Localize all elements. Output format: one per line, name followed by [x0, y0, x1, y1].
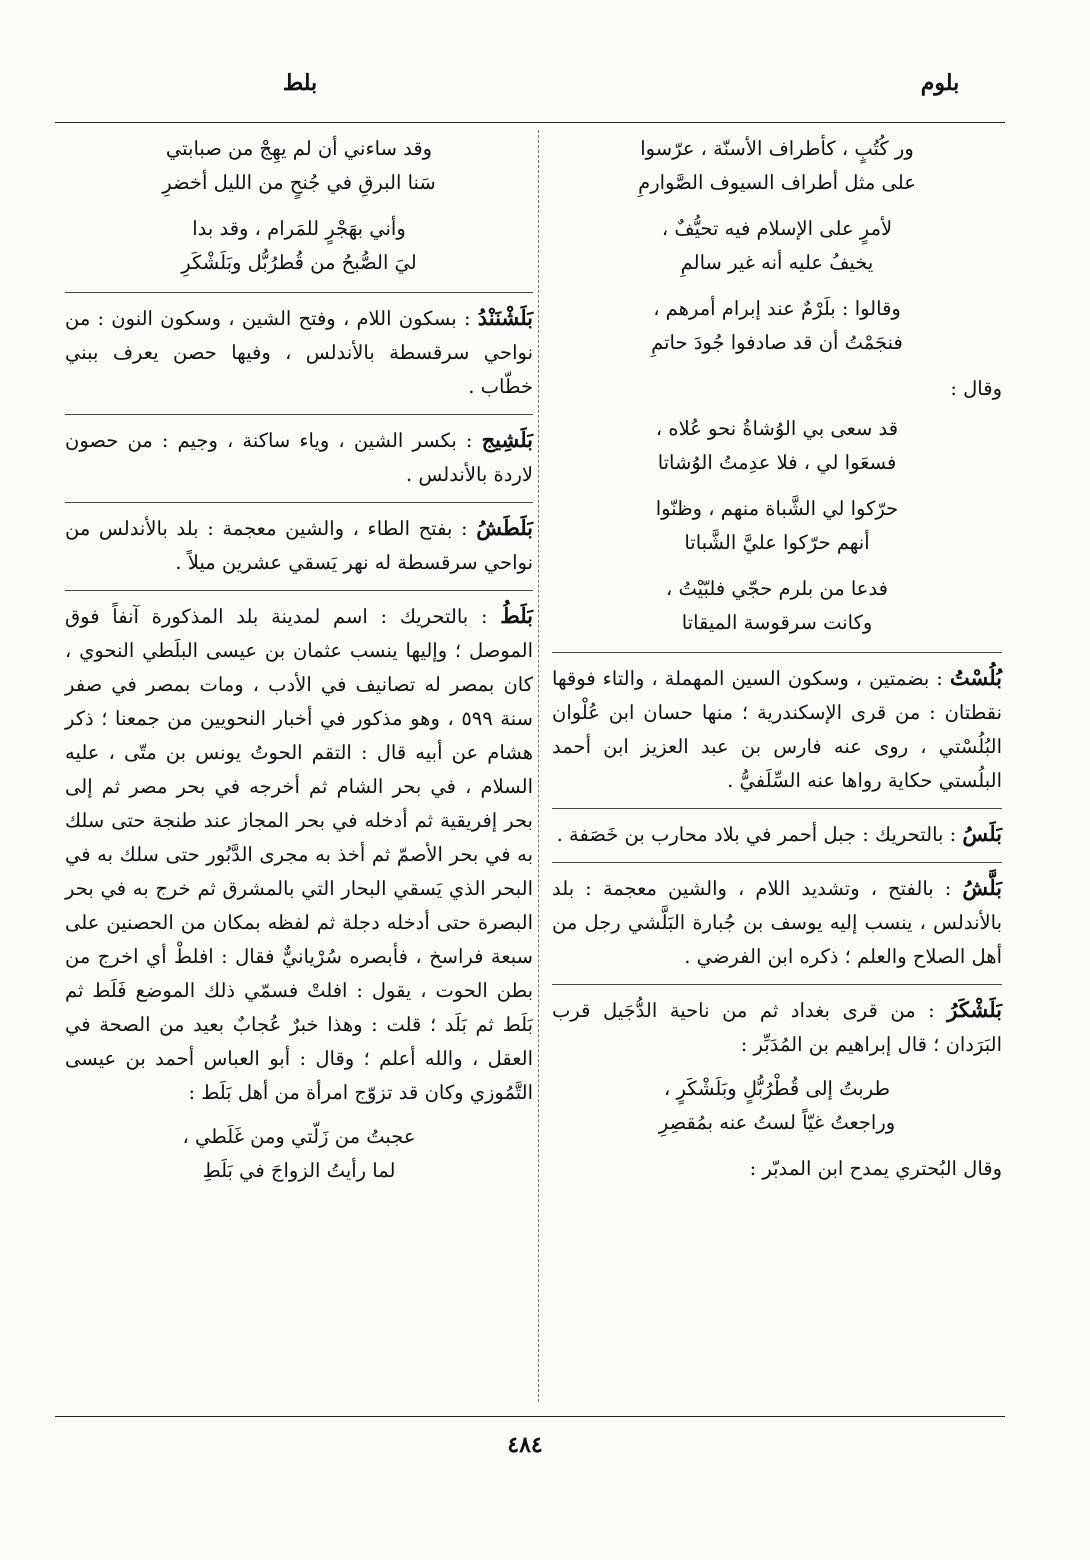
verse: [552, 292, 1002, 360]
dictionary-entry: [552, 993, 1002, 1062]
verse-line: يخيفُ عليه أنه غير سالمِ: [680, 251, 874, 274]
entry-headword: بُلُسْتُ: [949, 665, 1002, 690]
entry-text: : من قرى بغداد ثم من ناحية الدُّجَيل قرب البَرَدان ؛ قال إبراهيم بن المُدَبِّر :: [552, 999, 1002, 1056]
entry-text: : بفتح الطاء ، والشين معجمة : بلد بالأندلس من نواحي سرقسطة له نهر يَسقي عشرين ميلاً .: [65, 517, 533, 574]
verse-line: ور كُتُبٍ ، كأطراف الأسنّة ، عرّسوا: [640, 137, 914, 160]
intro-line: وقال البُحتري يمدح ابن المدبّر :: [749, 1157, 1002, 1180]
verse-line: وكانت سرقوسة الميقاتا: [681, 611, 873, 634]
entry-text: : بالفتح ، وتشديد اللام ، والشين معجمة : بلد بالأندلس ، ينسب إليه يوسف بن جُبارة البَلَّشي رجل من أهل الصلاح والعلم ؛ ذكره ابن الفرضي .: [552, 877, 1002, 968]
verse-line: فسعَوا لي ، فلا عدِمتُ الوُشاتا: [657, 451, 897, 474]
entry-headword: بَلَّشُ: [962, 875, 1002, 900]
entry-text: : بسكون اللام ، وفتح الشين ، وسكون النون : من نواحي سرقسطة بالأندلس ، وفيها حصن يعرف ببني خطّاب .: [65, 307, 533, 398]
verse-line: وقالوا : بلَرْمٌ عند إبرام أمرهم ،: [653, 297, 901, 320]
entry-headword: بَلَشِيج: [481, 427, 533, 452]
verse-line: وأني بهَجْرٍ للمَرام ، وقد بدا: [192, 217, 406, 240]
verse: [552, 572, 1002, 640]
verse: [552, 1072, 1002, 1140]
left-column: [65, 132, 533, 1200]
verse-line: على مثل أطراف السيوف الصَّوارمِ: [638, 171, 916, 194]
verse-line: فدعا من بلرم حجّي فلبّيْتُ ،: [665, 577, 888, 600]
intro-line: وقال :: [950, 377, 1002, 400]
verse: [552, 132, 1002, 200]
verse: [65, 212, 533, 280]
entry-text: : بضمتين ، وسكون السين المهملة ، والتاء فوقها نقطتان : من قرى الإسكندرية ؛ منها حسان ابن عُلْوان البُلُسْتي ، روى عنه فارس بن عبد العزيز ابن أحمد البلُستي حكاية رواها عنه السِّلَفيُّ .: [552, 667, 1002, 792]
entry-headword: بَلَشْنَنْدُ: [477, 305, 533, 330]
right-column-header: بلوم: [920, 70, 960, 96]
entry-divider: [552, 652, 1002, 653]
verse-line: سَنا البرقِ في جُنحٍ من الليل أخضرِ: [162, 171, 436, 194]
entry-divider: [65, 292, 533, 293]
verse-line: حرّكوا لي الشَّباة منهم ، وظنّوا: [655, 497, 899, 520]
verse-line: أنهم حرّكوا عليَّ الشَّباتا: [684, 531, 870, 554]
verse-line: فنجَمْتُ أن قد صادفوا جُودَ حاتمِ: [651, 331, 903, 354]
verse-line: لما رأيتُ الزواجَ في بَلَطِ: [202, 1159, 396, 1182]
verse: [552, 412, 1002, 480]
entry-divider: [552, 808, 1002, 809]
verse-line: طربتُ إلى قُطْرُبُّلٍ وبَلَشْكَرٍ ،: [663, 1077, 891, 1100]
verse: [552, 492, 1002, 560]
dictionary-entry: [552, 661, 1002, 798]
verse: [65, 132, 533, 200]
verse-line: عجبتُ من زَلّتي ومن غَلَطي ،: [182, 1125, 416, 1148]
dictionary-entry: [552, 817, 1002, 852]
verse-line: وقد ساءني أن لم يهِجْ من صبابتي: [165, 137, 433, 160]
column-divider: [538, 130, 539, 1402]
entry-divider: [65, 502, 533, 503]
dictionary-entry: [65, 599, 533, 1110]
top-rule: [55, 122, 1005, 123]
entry-divider: [65, 590, 533, 591]
dictionary-entry: [552, 871, 1002, 974]
entry-headword: بَلَشْكَرُ: [947, 997, 1002, 1022]
entry-text: : بالتحريك : جبل أحمر في بلاد محارب بن خَصَفة .: [556, 823, 957, 846]
entry-text: : بالتحريك : اسم لمدينة بلد المذكورة آنفاً فوق الموصل ؛ وإليها ينسب عثمان بن عيسى البلَطي النحوي ، كان بمصر له تصانيف في الأدب ، ومات بمصر في صفر سنة ٥٩٩ ، وهو مذكور في أخبار النحويين من جمعنا ؛ ذكر هشام عن أبيه قال : التقم الحوتُ يونس بن متّى ، عليه السلام ، في بحر الشام ثم أخرجه في بحر مصر ثم إلى بحر إفريقية ثم أدخله في بحر المجاز عند طنجة حتى سلك به في بحر الأصمّ ثم أخذ به مجرى الدَّبُور حتى سلك به في البحر الذي يَسقي البحار التي بالمشرق ثم خرج به في بحر البصرة حتى أدخله دجلة ثم لفظه بمكان من الحصنين على سبعة فراسخ ، فأبصره سُرْيانيٌّ فقال : افلطْ أي اخرج من بطن الحوت ، يقول : افلتْ فسمّي ذلك الموضع فَلَط ثم بَلَط ثم بَلَد ؛ قلت : وهذا خبرٌ عُجابٌ بعيد من الصحة في العقل ، والله أعلم ؛ وقال : أبو العباس أحمد بن عيسى التَّمُوزي وكان قد تزوّج امرأة من أهل بَلَط :: [65, 605, 533, 1104]
entry-divider: [552, 862, 1002, 863]
page-number: ٤٨٤: [507, 1432, 543, 1458]
dictionary-entry: [65, 423, 533, 492]
entry-headword: بَلَطُ: [500, 603, 534, 628]
verse-line: قد سعى بي الوُشاةُ نحو عُلاه ،: [655, 417, 899, 440]
verse-line: وراجعتُ غيّاً لستُ عنه بمُقصِرِ: [658, 1111, 896, 1134]
entry-divider: [65, 414, 533, 415]
verse: [552, 212, 1002, 280]
dictionary-entry: [65, 511, 533, 580]
left-column-header: بلط: [282, 70, 318, 96]
verse-line: ليَ الصُّبحُ من قُطرُبُّل وبَلَشْكَرِ: [181, 251, 417, 274]
verse-line: لأمرٍ على الإسلام فيه تحيُّفٌ ،: [661, 217, 893, 240]
entry-text: : بكسر الشين ، وياء ساكنة ، وجيم : من حصون لاردة بالأندلس .: [65, 429, 533, 486]
right-column: [552, 132, 1002, 1192]
entry-headword: بَلَطَشُ: [476, 515, 533, 540]
verse: [65, 1120, 533, 1188]
entry-headword: بَلَسُ: [962, 821, 1002, 846]
entry-divider: [552, 984, 1002, 985]
dictionary-entry: [65, 301, 533, 404]
bottom-rule: [55, 1416, 1005, 1417]
